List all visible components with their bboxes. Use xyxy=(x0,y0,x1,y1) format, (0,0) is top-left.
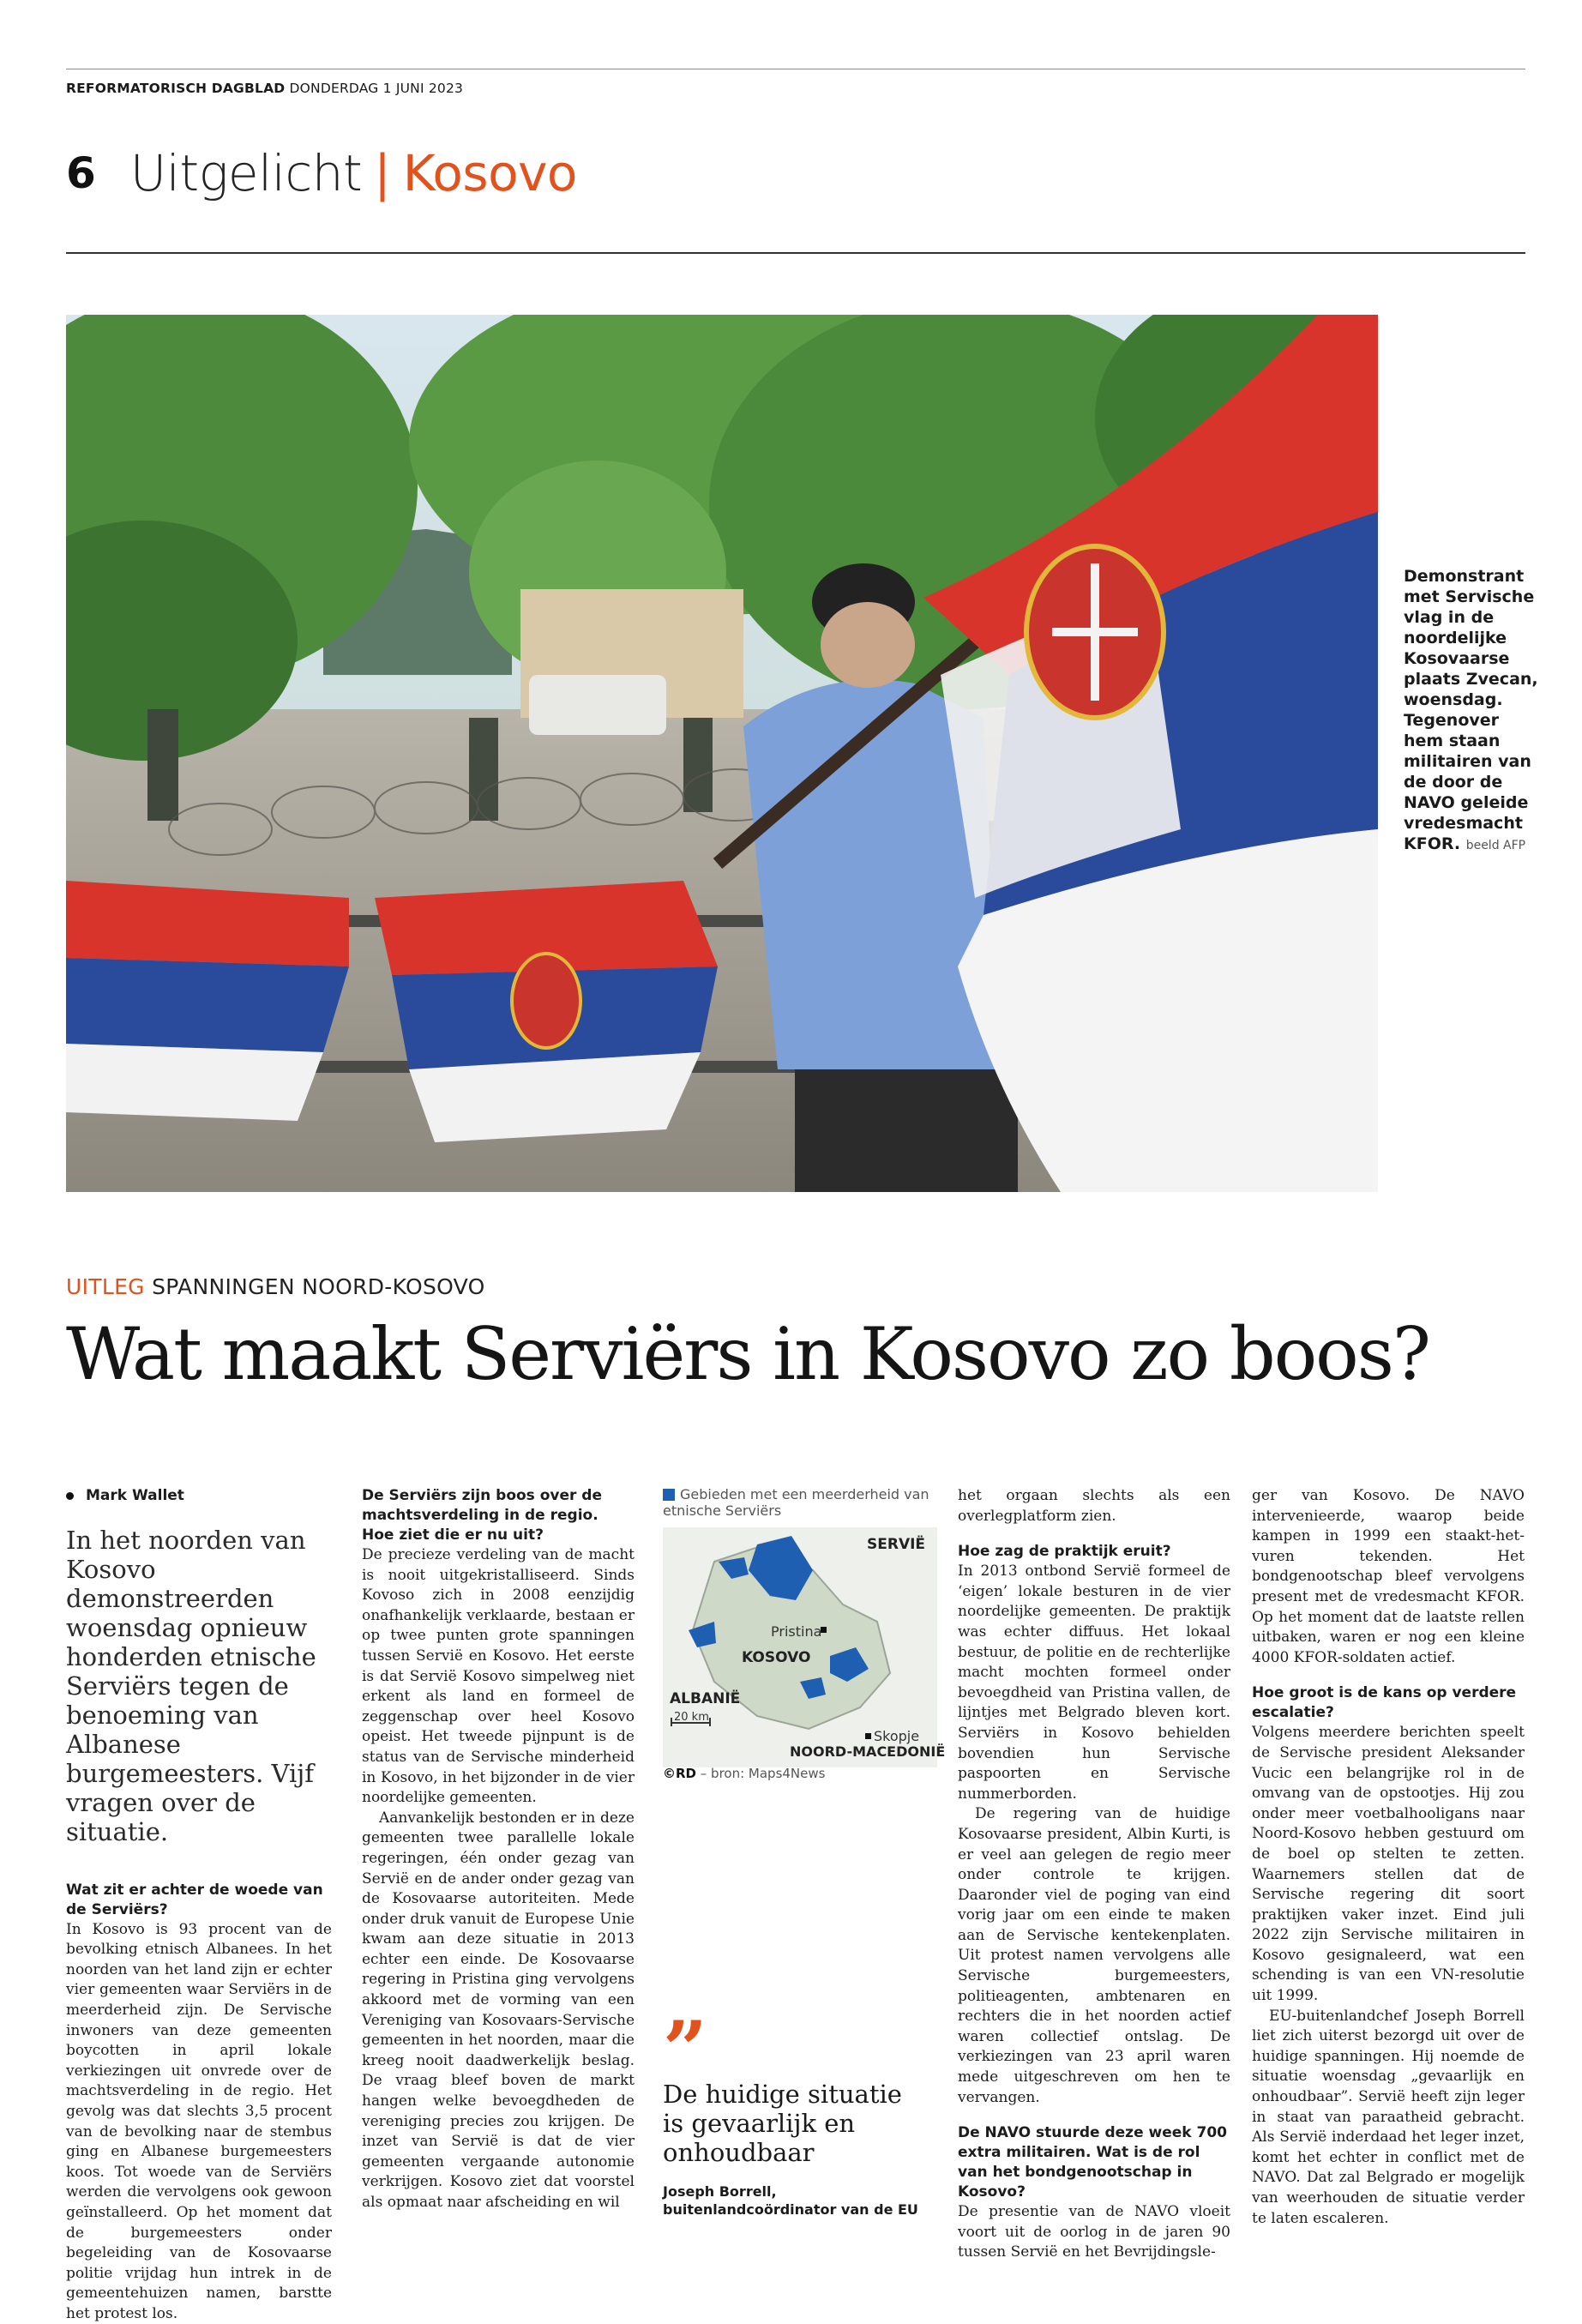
answer-2c: het orgaan slechts als een overlegplatform zien. xyxy=(958,1487,1230,1525)
question-2: De Serviërs zijn boos over de machtsverdeling in de regio. Hoe ziet die er nu uit? xyxy=(362,1487,603,1544)
answer-4a: De presentie van de NAVO vloeit voort uit de oorlog in de jaren 90 tussen Servië en het Bevrijdingsle- xyxy=(958,2203,1230,2261)
section-separator: | xyxy=(374,144,391,202)
column-2 xyxy=(362,1486,635,2213)
masthead xyxy=(66,81,463,96)
quote-source: Joseph Borrell, buitenlandcoördinator van de EU xyxy=(663,2183,918,2218)
answer-2a: De precieze verdeling van de macht is nooit uitgekristalliseerd. Sinds Kovoso zich in 2008 eenzijdig onafhankelijk verklaarde, bestaan er op twee punten grote spanningen tussen Servië en Kosovo. Het eerste is dat Servië Kosovo simpelweg niet erkent als land en formeel de zeggenschap over heel Kosovo opeist. Het tweede pijnpunt is de status van de Servische minderheid in Kosovo, in het bijzonder in de vier noordelijke gemeenten. xyxy=(362,1546,635,1807)
kosovo-map xyxy=(663,1486,946,1786)
byline-bullet xyxy=(66,1492,74,1500)
map-legend xyxy=(663,1486,937,1519)
legend-text: Gebieden met een meerderheid van etnische Serviërs xyxy=(663,1486,929,1519)
quote-text: De huidige situatie is gevaarlijk en onhoudbaar xyxy=(663,2080,902,2167)
answer-2b: Aanvankelijk bestonden er in deze gemeenten twee parallelle lokale regeringen, één onder gezag van Servië en de ander onder gezag van de Kosovaarse autoriteiten. Mede onder druk vanuit de Europese Unie kwam aan deze situatie in 2013 echter een einde. De Kosovaarse regering in Pristina ging vervolgens akkoord met de vorming van een Vereniging van Kosovaars-Servische gemeenten in het noorden, maar die kreeg nooit daadwerkelijk beslag. De vraag bleef boven de markt hangen welke bevoegdheden de vereniging precies zou krijgen. De inzet van Servië is dat de vier gemeenten vergaande autonomie verkrijgen. Kosovo ziet dat voorstel als opmaat naar afscheiding en wil xyxy=(362,1809,635,2211)
map-label-servie: SERVIË xyxy=(867,1536,926,1553)
kicker-label: UITLEG xyxy=(66,1274,145,1299)
answer-3b: De regering van de huidige Kosovaarse president, Albin Kurti, is er veel aan gelegen de regio meer onder controle te krijgen. Daaronder viel de poging van eind vorig jaar om een einde te maken aan de Servische kentekenplaten. Uit protest namen vervolgens alle Servische burgemeesters, politieagenten, ambtenaren en rechters die in het noorden actief waren collectief ontslag. De verkiezingen van 23 april waren mede uitgeschreven om hen te vervangen. xyxy=(958,1805,1230,2106)
byline xyxy=(66,1486,332,1507)
column-1 xyxy=(66,1486,332,2324)
map-label-macedonie: NOORD-MACEDONIË xyxy=(790,1743,946,1760)
answer-5b: EU-buitenlandchef Joseph Borrell liet zich uiterst bezorgd uit over de huidige spanningen. Hij noemde de situatie woensdag „gevaarlijk en onhoudbaar”. Servië heeft zijn leger in staat van paraatheid gebracht. Als Servië inderdaad het leger inzet, komt het echter in conflict met de NAVO. Dat zal Belgrado er mogelijk van weerhouden de situatie verder te laten escaleren. xyxy=(1252,2007,1525,2227)
map-source-mark: ©RD xyxy=(663,1766,697,1781)
question-5: Hoe groot is de kans op verdere escalatie? xyxy=(1252,1684,1517,1722)
map-source xyxy=(663,1766,825,1781)
column-4 xyxy=(1252,1486,1525,2229)
answer-5a: Volgens meerdere berichten speelt de Servische president Aleksander Vucic een belangrijke rol in de omvang van de opstootjes. Hij zou onder meer voetbalhooligans naar Noord-Kosovo hebben gestuurd om de boel op stelten te zetten. Waarnemers stellen dat de Servische regering dit soort praktijken vaker inzet. Eind juli 2022 zijn Servische militairen in Kosovo gesignaleerd, wat een schending is van een VN-resolutie uit 1999. xyxy=(1252,1724,1525,2005)
main-photo xyxy=(66,315,1378,1192)
question-1: Wat zit er achter de woede van de Serviërs? xyxy=(66,1881,323,1918)
quote-mark: ” xyxy=(663,2004,707,2095)
answer-1: In Kosovo is 93 procent van de bevolking etnisch Albanees. In het noorden van het land zijn er echter vier gemeenten waar Serviërs in de meerderheid zijn. De Servische inwoners van deze gemeenten boycotten in april lokale verkiezingen uit onvrede over de machtsverdeling in de regio. Het gevolg was dat slechts 3,5 procent van de bevolking naar de stembus ging en Albanese burgemeesters koos. Tot woede van de Serviërs werden die vervolgens ook gewoon geïnstalleerd. Op het moment dat de burgemeesters onder begeleiding van de Kosovaarse politie vrijdag hun intrek in de gemeentehuizen namen, barstte het protest los. xyxy=(66,1920,332,2322)
photo-caption xyxy=(1404,566,1541,856)
map-label-skopje: Skopje xyxy=(874,1728,920,1744)
issue-date: DONDERDAG 1 JUNI 2023 xyxy=(289,81,464,96)
map-label-albanie: ALBANIË xyxy=(670,1690,741,1707)
map-label-pristina: Pristina xyxy=(771,1623,822,1640)
paper-name: REFORMATORISCH DAGBLAD xyxy=(66,81,286,96)
author-name: Mark Wallet xyxy=(86,1487,184,1504)
question-3: Hoe zag de praktijk eruit? xyxy=(958,1543,1171,1561)
legend-swatch xyxy=(663,1489,675,1501)
subsection-title: Kosovo xyxy=(402,144,577,202)
caption-text: Demonstrant met Servische vlag in de noordelijke Kosovaarse plaats Zvecan, woensdag. Tegenover hem staan militairen van de door de NAVO geleide vredesmacht KFOR. xyxy=(1404,567,1538,853)
answer-4b: ger van Kosovo. De NAVO intervenieerde, waarop beide kampen in 1999 een staakt-het-vuren tekenden. Het bondgenootschap bleef vervolgens present met de vredesmacht KFOR. Op het moment dat de laatste rellen uitbaken, waren er nog een kleine 4000 KFOR-soldaten actief. xyxy=(1252,1487,1525,1666)
question-4: De NAVO stuurde deze week 700 extra militairen. Wat is de rol van het bondgenootschap in Kosovo? xyxy=(958,2124,1227,2201)
photo-credit: beeld AFP xyxy=(1465,839,1526,852)
article-headline: Wat maakt Serviërs in Kosovo zo boos? xyxy=(66,1312,1429,1396)
article-kicker xyxy=(66,1274,485,1299)
page-header xyxy=(66,144,577,213)
map-label-kosovo: KOSOVO xyxy=(742,1649,811,1666)
answer-3a: In 2013 ontbond Servië formeel de ‘eigen’ lokale besturen in de vier noordelijke gemeenten. De praktijk was echter diffuus. Het lokaal bestuur, de politie en de rechterlijke macht mochten formeel onder bevoegdheid van Pristina vallen, de lijntjes met Belgrado bleven kort. Serviërs in Kosovo behielden bovendien hun Servische paspoorten en Servische nummerborden. xyxy=(958,1562,1230,1803)
page-number: 6 xyxy=(66,148,96,198)
header-rule xyxy=(66,252,1525,254)
map-source-text: – bron: Maps4News xyxy=(696,1766,826,1781)
map-scale: 20 km xyxy=(674,1711,709,1724)
section-title: Uitgelicht xyxy=(129,144,363,202)
kicker-topic: SPANNINGEN NOORD-KOSOVO xyxy=(152,1274,485,1299)
article-intro: In het noorden van Kosovo demonstreerden woensdag opnieuw honderden etnische Serviërs tegen de benoeming van Albanese burgemeesters. Vijf vragen over de situatie. xyxy=(66,1525,316,1846)
column-3 xyxy=(958,1486,1230,2263)
pull-quote xyxy=(663,2004,920,2219)
